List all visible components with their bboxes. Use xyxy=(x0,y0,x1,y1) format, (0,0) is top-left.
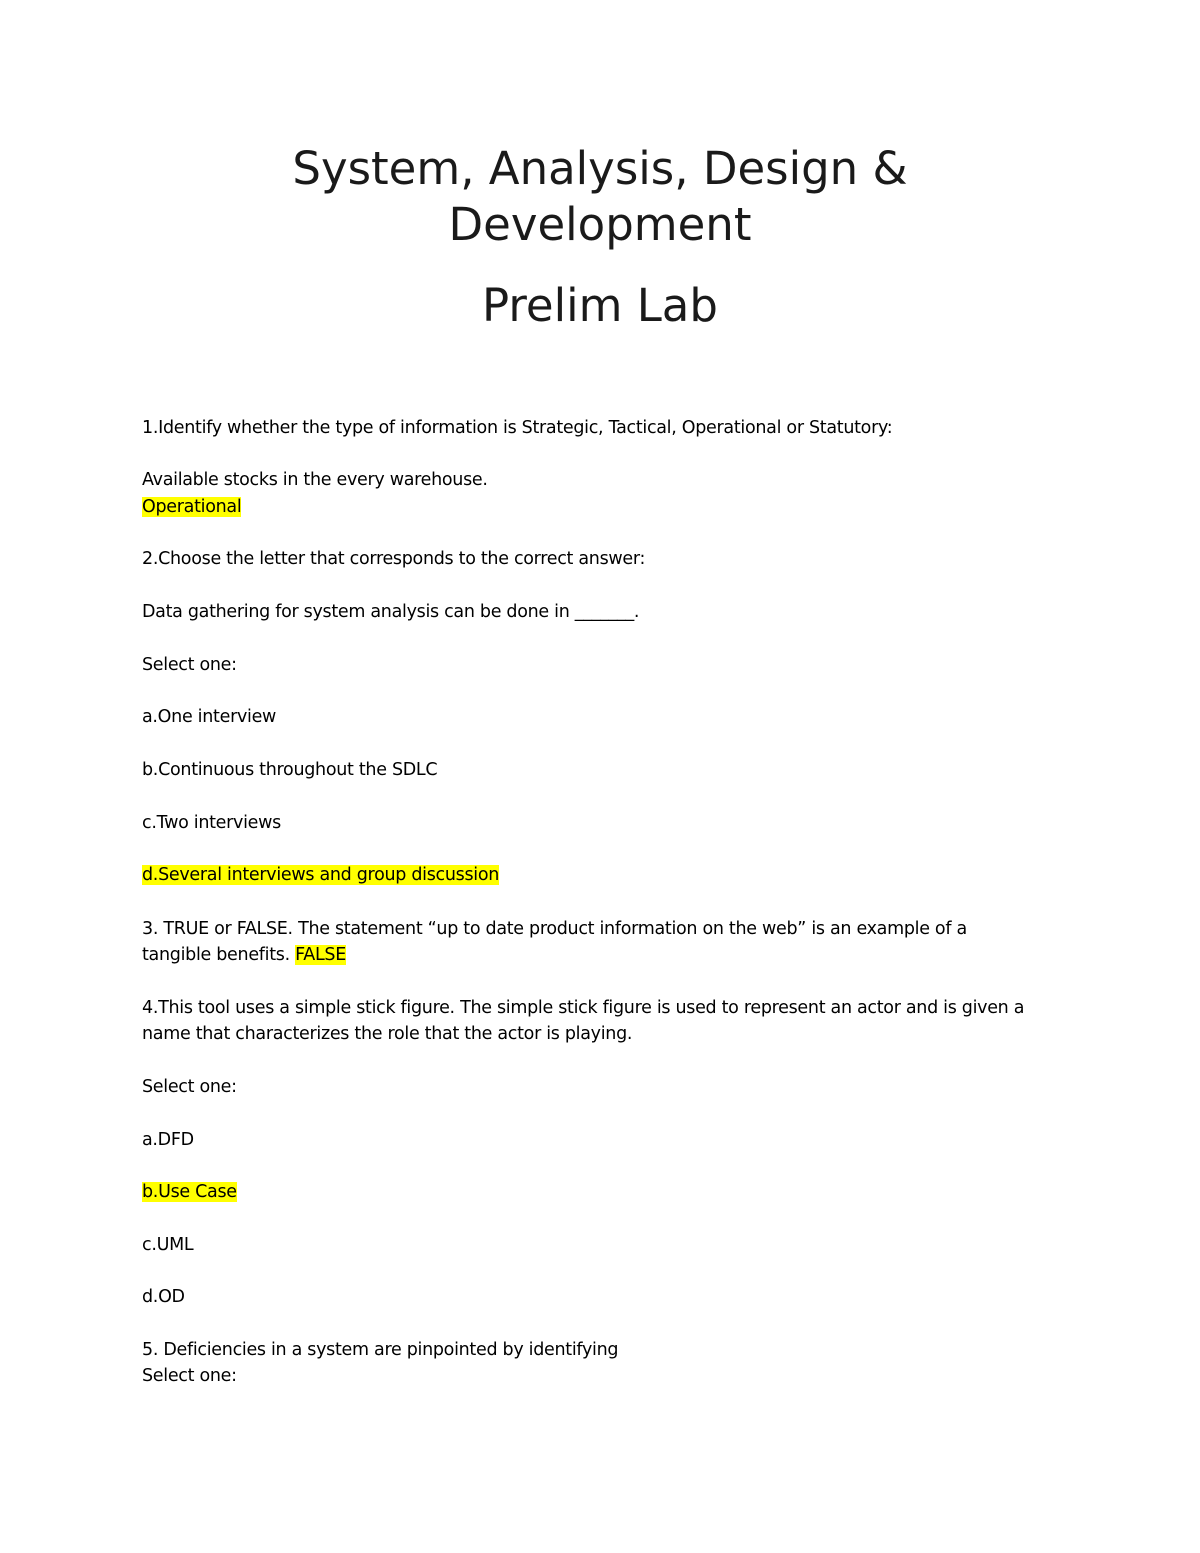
q4-select-label: Select one: xyxy=(142,1077,237,1097)
q2-option-a: a.One interview xyxy=(142,707,277,727)
q5-question: 5. Deficiencies in a system are pinpointed by identifying xyxy=(142,1340,619,1360)
q2-option-c: c.Two interviews xyxy=(142,813,281,833)
q2-question: 2.Choose the letter that corresponds to the correct answer: xyxy=(142,549,646,569)
q4-option-a: a.DFD xyxy=(142,1130,194,1150)
subtitle: Prelim Lab xyxy=(482,279,718,332)
q3-line-1: 3. TRUE or FALSE. The statement “up to date product information on the web” is an example of a xyxy=(142,919,967,939)
q3-line-2-wrap xyxy=(142,942,346,968)
q4-option-c: c.UML xyxy=(142,1235,194,1255)
q2-option-b: b.Continuous throughout the SDLC xyxy=(142,760,438,780)
q4-option-b: b.Use Case xyxy=(142,1182,237,1202)
q1-answer: Operational xyxy=(142,497,242,517)
title-line-2: Development xyxy=(448,198,752,251)
q1-question: 1.Identify whether the type of information is Strategic, Tactical, Operational or Statutory: xyxy=(142,418,893,438)
q1-item: Available stocks in the every warehouse. xyxy=(142,470,488,490)
q2-option-d-line xyxy=(142,862,499,888)
q4-line-1: 4.This tool uses a simple stick figure. The simple stick figure is used to represent an actor and is given a xyxy=(142,998,1025,1018)
q2-select-label: Select one: xyxy=(142,655,237,675)
q3-answer: FALSE xyxy=(295,945,346,965)
q2-prompt: Data gathering for system analysis can be done in _______. xyxy=(142,602,640,622)
q4-option-b-line xyxy=(142,1179,237,1205)
title-line-1: System, Analysis, Design & xyxy=(292,142,908,195)
q1-answer-line xyxy=(142,494,241,520)
q4-option-d: d.OD xyxy=(142,1287,185,1307)
q3-line-2: tangible benefits. xyxy=(142,945,290,965)
q4-line-2: name that characterizes the role that the actor is playing. xyxy=(142,1024,633,1044)
q2-option-d: d.Several interviews and group discussion xyxy=(142,865,500,885)
q5-select-label: Select one: xyxy=(142,1366,237,1386)
